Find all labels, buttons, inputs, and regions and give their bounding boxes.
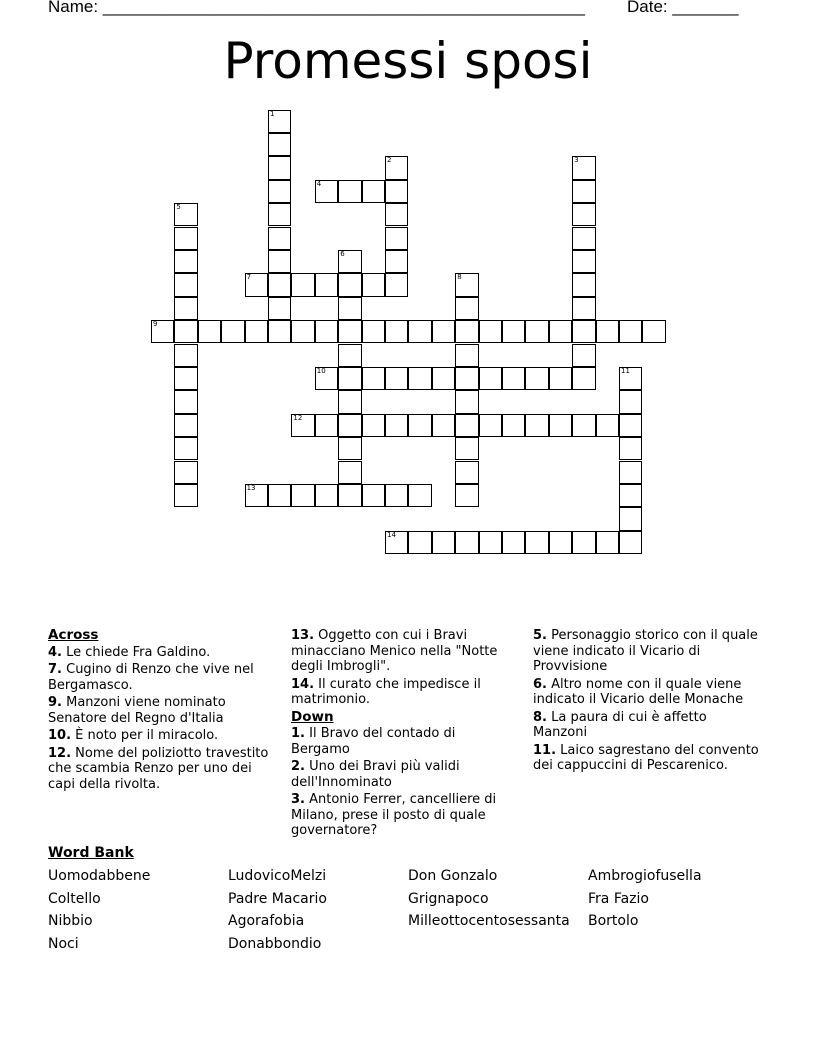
grid-cell[interactable] bbox=[291, 273, 314, 296]
grid-cell[interactable] bbox=[455, 437, 478, 460]
clue-text: Laico sagrestano del convento dei cappuccini di Pescarenico. bbox=[533, 742, 759, 773]
grid-cell[interactable] bbox=[408, 531, 431, 554]
word-bank-word: Padre Macario bbox=[228, 890, 327, 907]
date-field-label: Date: _______ bbox=[627, 0, 739, 16]
grid-cell[interactable] bbox=[151, 320, 174, 343]
grid-cell[interactable] bbox=[502, 367, 525, 390]
grid-cell[interactable] bbox=[408, 320, 431, 343]
down-clue-list bbox=[291, 726, 517, 839]
grid-cell[interactable] bbox=[432, 414, 455, 437]
grid-cell[interactable] bbox=[619, 367, 642, 390]
grid-cell[interactable] bbox=[338, 297, 361, 320]
clue-number: 13. bbox=[291, 628, 315, 643]
clue-number: 3. bbox=[291, 792, 305, 807]
clue-text: Il curato che impedisce il matrimonio. bbox=[291, 676, 481, 707]
clue-number: 10. bbox=[48, 728, 72, 743]
grid-cell[interactable] bbox=[315, 414, 338, 437]
grid-cell[interactable] bbox=[221, 320, 244, 343]
word-bank-heading: Word Bank bbox=[48, 845, 134, 861]
clue-text: Il Bravo del contado di Bergamo bbox=[291, 726, 456, 757]
grid-cell[interactable] bbox=[174, 484, 197, 507]
down-heading: Down bbox=[291, 708, 334, 725]
grid-cell[interactable] bbox=[268, 110, 291, 133]
grid-cell[interactable] bbox=[385, 414, 408, 437]
word-bank-word: Ambrogiofusella bbox=[588, 868, 702, 884]
clue-text: Manzoni viene nominato Senatore del Regno d'Italia bbox=[48, 695, 226, 726]
cell-number: 9 bbox=[153, 320, 158, 329]
across-heading: Across bbox=[48, 627, 99, 643]
grid-cell[interactable] bbox=[455, 414, 478, 437]
clue-item bbox=[48, 645, 276, 661]
grid-cell[interactable] bbox=[432, 531, 455, 554]
grid-cell[interactable] bbox=[572, 344, 595, 367]
word-bank-word: Coltello bbox=[48, 890, 101, 907]
clue-item bbox=[533, 710, 761, 741]
word-bank-word: Nibbio bbox=[48, 913, 93, 930]
grid-cell[interactable] bbox=[479, 367, 502, 390]
grid-cell[interactable] bbox=[268, 203, 291, 226]
grid-cell[interactable] bbox=[338, 484, 361, 507]
grid-cell[interactable] bbox=[572, 367, 595, 390]
grid-cell[interactable] bbox=[385, 273, 408, 296]
grid-cell[interactable] bbox=[619, 484, 642, 507]
grid-cell[interactable] bbox=[362, 180, 385, 203]
across-clue-list-continued bbox=[291, 628, 517, 708]
word-bank-word: Donabbondio bbox=[228, 936, 322, 953]
grid-cell[interactable] bbox=[572, 297, 595, 320]
clue-item bbox=[291, 628, 517, 675]
clue-number: 5. bbox=[533, 628, 547, 643]
clue-number: 7. bbox=[48, 662, 62, 677]
grid-cell[interactable] bbox=[385, 227, 408, 250]
grid-cell[interactable] bbox=[455, 344, 478, 367]
grid-cell[interactable] bbox=[455, 531, 478, 554]
grid-cell[interactable] bbox=[455, 390, 478, 413]
page-title: Promessi sposi bbox=[223, 32, 593, 90]
clue-item bbox=[291, 759, 517, 790]
grid-cell[interactable] bbox=[385, 156, 408, 179]
grid-cell[interactable] bbox=[291, 484, 314, 507]
clue-item bbox=[48, 746, 276, 793]
grid-cell[interactable] bbox=[174, 437, 197, 460]
cell-number: 14 bbox=[387, 530, 396, 539]
grid-cell[interactable] bbox=[174, 297, 197, 320]
grid-cell[interactable] bbox=[174, 227, 197, 250]
clue-item bbox=[291, 792, 517, 839]
clue-item bbox=[533, 628, 761, 675]
cell-number: 8 bbox=[457, 273, 462, 282]
grid-cell[interactable] bbox=[572, 227, 595, 250]
clue-item bbox=[291, 677, 517, 708]
word-bank-word: Don Gonzalo bbox=[408, 868, 498, 884]
cell-number: 2 bbox=[387, 156, 392, 165]
cell-number: 10 bbox=[316, 366, 326, 375]
grid-cell[interactable] bbox=[315, 367, 338, 390]
clue-item bbox=[48, 662, 276, 693]
grid-cell[interactable] bbox=[596, 414, 619, 437]
grid-cell[interactable] bbox=[549, 414, 572, 437]
grid-cell[interactable] bbox=[502, 320, 525, 343]
across-clue-list bbox=[48, 645, 276, 793]
grid-cell[interactable] bbox=[455, 297, 478, 320]
grid-cell[interactable] bbox=[572, 180, 595, 203]
grid-cell[interactable] bbox=[315, 273, 338, 296]
grid-cell[interactable] bbox=[619, 320, 642, 343]
grid-cell[interactable] bbox=[619, 461, 642, 484]
grid-cell[interactable] bbox=[642, 320, 665, 343]
cell-number: 12 bbox=[293, 413, 303, 422]
clue-text: La paura di cui è affetto Manzoni bbox=[533, 709, 707, 740]
clue-text: Personaggio storico con il quale viene indicato il Vicario di Provvisione bbox=[533, 628, 758, 674]
grid-cell[interactable] bbox=[572, 156, 595, 179]
grid-cell[interactable] bbox=[174, 250, 197, 273]
grid-cell[interactable] bbox=[291, 414, 314, 437]
word-bank-word: Agorafobia bbox=[228, 913, 305, 930]
grid-cell[interactable] bbox=[268, 250, 291, 273]
grid-cell[interactable] bbox=[338, 390, 361, 413]
clue-number: 4. bbox=[48, 644, 62, 660]
grid-cell[interactable] bbox=[174, 414, 197, 437]
cell-number: 1 bbox=[270, 109, 275, 118]
grid-cell[interactable] bbox=[362, 320, 385, 343]
clue-number: 1. bbox=[291, 726, 305, 741]
grid-cell[interactable] bbox=[549, 367, 572, 390]
grid-cell[interactable] bbox=[408, 414, 431, 437]
grid-cell[interactable] bbox=[315, 180, 338, 203]
grid-cell[interactable] bbox=[268, 180, 291, 203]
grid-cell[interactable] bbox=[291, 320, 314, 343]
clue-text: Uno dei Bravi più validi dell'Innominato bbox=[291, 759, 460, 790]
grid-cell[interactable] bbox=[245, 320, 268, 343]
grid-cell[interactable] bbox=[338, 367, 361, 390]
clues-column-1 bbox=[48, 628, 276, 794]
clue-text: Antonio Ferrer, cancelliere di Milano, prese il posto di quale governatore? bbox=[291, 792, 497, 838]
grid-cell[interactable] bbox=[455, 484, 478, 507]
grid-cell[interactable] bbox=[572, 531, 595, 554]
grid-cell[interactable] bbox=[385, 367, 408, 390]
name-field-label: Name: ___________________________________________________ bbox=[48, 0, 585, 16]
grid-cell[interactable] bbox=[315, 484, 338, 507]
grid-cell[interactable] bbox=[174, 367, 197, 390]
grid-cell[interactable] bbox=[572, 273, 595, 296]
grid-cell[interactable] bbox=[198, 320, 221, 343]
word-bank-word: Grignapoco bbox=[408, 890, 489, 907]
grid-cell[interactable] bbox=[525, 367, 548, 390]
grid-cell[interactable] bbox=[619, 414, 642, 437]
word-bank-word: Noci bbox=[48, 936, 79, 953]
grid-cell[interactable] bbox=[619, 437, 642, 460]
grid-cell[interactable] bbox=[432, 367, 455, 390]
grid-cell[interactable] bbox=[338, 250, 361, 273]
grid-cell[interactable] bbox=[338, 180, 361, 203]
cell-number: 7 bbox=[246, 273, 252, 282]
word-bank-word: Milleottocentosessanta bbox=[408, 913, 570, 930]
clues-column-3 bbox=[533, 628, 761, 776]
grid-cell[interactable] bbox=[268, 273, 291, 296]
grid-cell[interactable] bbox=[549, 531, 572, 554]
grid-cell[interactable] bbox=[549, 320, 572, 343]
word-bank-word: Uomodabbene bbox=[48, 868, 151, 884]
grid-cell[interactable] bbox=[525, 414, 548, 437]
grid-cell[interactable] bbox=[572, 250, 595, 273]
grid-cell[interactable] bbox=[408, 367, 431, 390]
clue-text: Le chiede Fra Galdino. bbox=[61, 644, 211, 660]
clues-column-2 bbox=[291, 628, 517, 841]
clue-item bbox=[291, 726, 517, 757]
grid-cell[interactable] bbox=[174, 390, 197, 413]
grid-cell[interactable] bbox=[268, 156, 291, 179]
cell-number: 4 bbox=[316, 179, 322, 188]
grid-cell[interactable] bbox=[174, 273, 197, 296]
grid-cell[interactable] bbox=[385, 531, 408, 554]
cell-number: 13 bbox=[246, 483, 256, 492]
clue-number: 2. bbox=[291, 759, 305, 774]
grid-cell[interactable] bbox=[362, 414, 385, 437]
grid-cell[interactable] bbox=[268, 484, 291, 507]
grid-cell[interactable] bbox=[455, 273, 478, 296]
grid-cell[interactable] bbox=[362, 273, 385, 296]
grid-cell[interactable] bbox=[479, 414, 502, 437]
clue-text: Oggetto con cui i Bravi minacciano Menico nella "Notte degli Imbrogli". bbox=[291, 628, 498, 674]
word-bank-word: Bortolo bbox=[588, 913, 639, 930]
grid-cell[interactable] bbox=[572, 414, 595, 437]
grid-cell[interactable] bbox=[338, 437, 361, 460]
grid-cell[interactable] bbox=[408, 484, 431, 507]
grid-cell[interactable] bbox=[245, 273, 268, 296]
grid-cell[interactable] bbox=[268, 133, 291, 156]
cell-number: 11 bbox=[621, 366, 630, 375]
grid-cell[interactable] bbox=[502, 414, 525, 437]
word-bank-word: LudovicoMelzi bbox=[228, 868, 327, 884]
grid-cell[interactable] bbox=[596, 320, 619, 343]
grid-cell[interactable] bbox=[174, 461, 197, 484]
grid-cell[interactable] bbox=[619, 507, 642, 530]
grid-cell[interactable] bbox=[174, 344, 197, 367]
grid-cell[interactable] bbox=[385, 180, 408, 203]
clue-text: Cugino di Renzo che vive nel Bergamasco. bbox=[48, 662, 254, 693]
clue-number: 9. bbox=[48, 695, 62, 710]
clue-number: 12. bbox=[48, 745, 72, 761]
cell-number: 6 bbox=[340, 249, 345, 258]
clue-item bbox=[48, 728, 276, 744]
grid-cell[interactable] bbox=[619, 531, 642, 554]
grid-cell[interactable] bbox=[174, 320, 197, 343]
word-bank-word: Fra Fazio bbox=[588, 890, 649, 907]
grid-cell[interactable] bbox=[479, 320, 502, 343]
grid-cell[interactable] bbox=[174, 203, 197, 226]
grid-cell[interactable] bbox=[385, 250, 408, 273]
grid-cell[interactable] bbox=[268, 227, 291, 250]
clue-text: È noto per il miracolo. bbox=[71, 728, 219, 743]
grid-cell[interactable] bbox=[385, 320, 408, 343]
grid-cell[interactable] bbox=[385, 484, 408, 507]
clue-item bbox=[48, 695, 276, 726]
clue-number: 14. bbox=[291, 676, 315, 692]
grid-cell[interactable] bbox=[338, 414, 361, 437]
grid-cell[interactable] bbox=[596, 531, 619, 554]
clue-item bbox=[533, 677, 761, 708]
grid-cell[interactable] bbox=[385, 203, 408, 226]
clue-text: Nome del poliziotto travestito che scambia Renzo per uno dei capi della rivolta. bbox=[48, 745, 269, 792]
grid-cell[interactable] bbox=[362, 484, 385, 507]
grid-cell[interactable] bbox=[338, 461, 361, 484]
down-clue-list-continued bbox=[533, 628, 761, 774]
grid-cell[interactable] bbox=[525, 531, 548, 554]
grid-cell[interactable] bbox=[455, 461, 478, 484]
grid-cell[interactable] bbox=[572, 203, 595, 226]
grid-cell[interactable] bbox=[338, 344, 361, 367]
clue-number: 6. bbox=[533, 676, 547, 692]
grid-cell[interactable] bbox=[455, 367, 478, 390]
cell-number: 3 bbox=[574, 156, 579, 165]
grid-cell[interactable] bbox=[502, 531, 525, 554]
grid-cell[interactable] bbox=[619, 390, 642, 413]
grid-cell[interactable] bbox=[315, 320, 338, 343]
grid-cell[interactable] bbox=[338, 320, 361, 343]
grid-cell[interactable] bbox=[525, 320, 548, 343]
grid-cell[interactable] bbox=[338, 273, 361, 296]
grid-cell[interactable] bbox=[479, 531, 502, 554]
clue-item bbox=[533, 743, 761, 774]
grid-cell[interactable] bbox=[432, 320, 455, 343]
clue-number: 8. bbox=[533, 709, 547, 725]
grid-cell[interactable] bbox=[268, 320, 291, 343]
clue-text: Altro nome con il quale viene indicato il Vicario delle Monache bbox=[533, 676, 744, 707]
cell-number: 5 bbox=[176, 203, 181, 212]
grid-cell[interactable] bbox=[268, 297, 291, 320]
grid-cell[interactable] bbox=[572, 320, 595, 343]
clue-number: 11. bbox=[533, 742, 557, 758]
grid-cell[interactable] bbox=[362, 367, 385, 390]
grid-cell[interactable] bbox=[245, 484, 268, 507]
grid-cell[interactable] bbox=[455, 320, 478, 343]
